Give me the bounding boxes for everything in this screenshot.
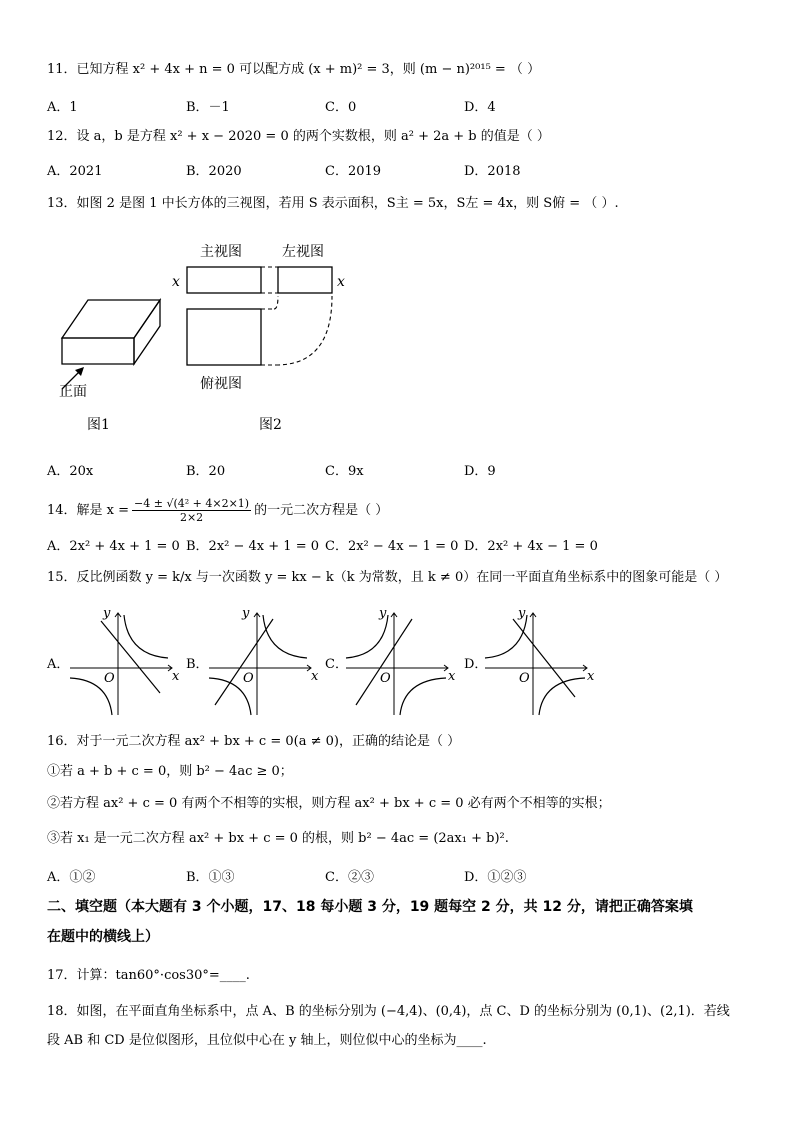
front-view-rect	[187, 267, 261, 293]
axis-x-label: x	[172, 669, 180, 684]
axis-y-label: y	[379, 606, 387, 621]
projection-lines	[261, 267, 332, 365]
q15-stem: 15．反比例函数 y = k/x 与一次函数 y = kx − k（k 为常数，且 k ≠ 0）在同一平面直角坐标系中的图象可能是（ ）	[47, 570, 728, 585]
option-d[interactable]: D．	[464, 657, 488, 672]
q16-statement-3: ③若 x₁ 是一元二次方程 ax² + bx + c = 0 的根，则 b² − 4ac = (2ax₁ + b)².	[47, 831, 509, 846]
option-a[interactable]: A．20x	[47, 464, 94, 479]
origin-label: O	[519, 671, 530, 686]
q18-stem: 18．如图，在平面直角坐标系中，点 A、B 的坐标分别为 (−4,4)、(0,4)，点 C、D 的坐标分别为 (0,1)、(2,1)．若线	[47, 1004, 730, 1019]
option-a[interactable]: A．2021	[47, 164, 103, 179]
option-a[interactable]: A．①②	[47, 870, 96, 885]
origin-label: O	[104, 671, 115, 686]
option-c[interactable]: C．②③	[325, 870, 374, 885]
graph-a[interactable]	[68, 605, 180, 717]
q14-denominator: 2×2	[179, 511, 204, 524]
q18-stem-cont: 段 AB 和 CD 是位似图形，且位似中心在 y 轴上，则位似中心的坐标为____.	[47, 1033, 487, 1048]
left-view-label: 左视图	[282, 244, 324, 260]
q13-options	[47, 460, 747, 478]
q16-stem: 16．对于一元二次方程 ax² + bx + c = 0(a ≠ 0)，正确的结论是（ ）	[47, 734, 461, 749]
axis-y-label: y	[103, 606, 111, 621]
option-b[interactable]: B．20	[186, 464, 226, 479]
front-view-label: 主视图	[200, 244, 242, 260]
front-face-label: 正面	[59, 384, 87, 400]
section-2-heading: 二、填空题（本大题有 3 个小题，17、18 每小题 3 分，19 题每空 2 分，共 12 分，请把正确答案填	[47, 899, 693, 915]
q13-stem: 13．如图 2 是图 1 中长方体的三视图，若用 S 表示面积，S主 = 5x，S左 = 4x，则 S俯 = （ ）.	[47, 196, 619, 211]
option-a[interactable]: A．	[47, 657, 70, 672]
option-b[interactable]: B．2x² − 4x + 1 = 0	[186, 539, 319, 554]
q14-stem-pre: 14．解是 x =	[47, 502, 130, 518]
q14-numerator: −4 ± √(4² + 4×2×1)	[134, 497, 250, 510]
option-a[interactable]: A．1	[47, 100, 78, 115]
option-b[interactable]: B．－1	[186, 100, 230, 115]
section-2-heading-cont: 在题中的横线上）	[47, 929, 159, 945]
option-d[interactable]: D．2x² + 4x − 1 = 0	[464, 539, 598, 554]
graph-b[interactable]	[207, 605, 319, 717]
option-c[interactable]: C．9x	[325, 464, 364, 479]
q14-options	[47, 535, 747, 553]
q11-options	[47, 96, 747, 114]
graph-d[interactable]	[483, 605, 595, 717]
option-c[interactable]: C．0	[325, 100, 357, 115]
option-a[interactable]: A．2x² + 4x + 1 = 0	[47, 539, 180, 554]
q16-statement-2: ②若方程 ax² + c = 0 有两个不相等的实根，则方程 ax² + bx + c = 0 必有两个不相等的实根；	[47, 796, 611, 811]
top-view-label: 俯视图	[200, 376, 242, 392]
q14-stem	[47, 497, 388, 524]
option-b[interactable]: B．①③	[186, 870, 235, 885]
dim-left-x: x	[172, 274, 180, 290]
q12-stem: 12．设 a，b 是方程 x² + x − 2020 = 0 的两个实数根，则 a² + 2a + b 的值是（ ）	[47, 129, 550, 144]
fig2-caption: 图2	[259, 417, 282, 433]
left-view-rect	[278, 267, 332, 293]
q11-stem: 11．已知方程 x² + 4x + n = 0 可以配方成 (x + m)² = 3，则 (m − n)²⁰¹⁵ = （ ）	[47, 62, 541, 77]
axis-x-label: x	[587, 669, 595, 684]
option-d[interactable]: D．2018	[464, 164, 521, 179]
q16-statement-1: ①若 a + b + c = 0，则 b² − 4ac ≥ 0；	[47, 764, 293, 779]
option-c[interactable]: C．2019	[325, 164, 382, 179]
cuboid-drawing	[62, 300, 160, 364]
q17-stem: 17．计算：tan60°·cos30°=____.	[47, 968, 250, 983]
axis-x-label: x	[311, 669, 319, 684]
option-c[interactable]: C．2x² − 4x − 1 = 0	[325, 539, 459, 554]
option-b[interactable]: B．	[186, 657, 209, 672]
axis-x-label: x	[448, 669, 456, 684]
axis-y-label: y	[242, 606, 250, 621]
option-d[interactable]: D．①②③	[464, 870, 527, 885]
option-b[interactable]: B．2020	[186, 164, 242, 179]
q16-options	[47, 866, 747, 884]
option-d[interactable]: D．4	[464, 100, 496, 115]
origin-label: O	[380, 671, 391, 686]
option-c[interactable]: C．	[325, 657, 348, 672]
axis-y-label: y	[518, 606, 526, 621]
q13-figure	[50, 236, 370, 441]
fig1-caption: 图1	[87, 417, 110, 433]
top-view-rect	[187, 309, 261, 365]
q14-stem-post: 的一元二次方程是（ ）	[254, 502, 389, 518]
option-d[interactable]: D．9	[464, 464, 496, 479]
dim-right-x: x	[337, 274, 345, 290]
origin-label: O	[243, 671, 254, 686]
q14-fraction	[132, 497, 251, 524]
q12-options	[47, 160, 747, 178]
graph-c[interactable]	[344, 605, 456, 717]
